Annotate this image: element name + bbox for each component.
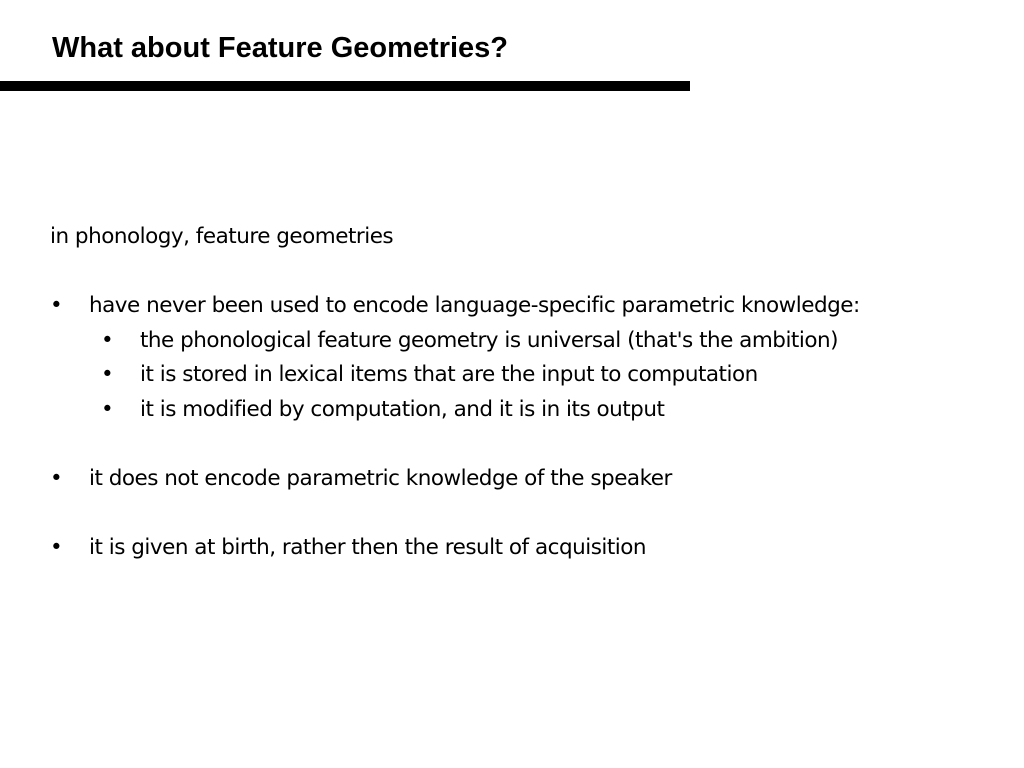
intro-text: in phonology, feature geometries <box>50 224 394 249</box>
bullet-icon: • <box>50 293 63 318</box>
spacer <box>50 427 990 462</box>
bullet-item <box>50 462 990 497</box>
bullet-text: it is given at birth, rather then the result of acquisition <box>89 534 647 560</box>
bullet-icon: • <box>101 396 114 422</box>
title-underline-bar <box>0 81 690 91</box>
spacer <box>50 496 990 531</box>
bullet-item <box>50 531 990 566</box>
bullet-icon: • <box>50 465 63 491</box>
slide-body <box>50 220 990 565</box>
bullet-icon: • <box>50 534 63 560</box>
sub-bullet-item <box>50 324 990 359</box>
bullet-icon: • <box>101 327 114 353</box>
bullet-item <box>50 289 990 324</box>
sub-bullet-text: it is modified by computation, and it is in its output <box>140 396 665 422</box>
slide-title: What about Feature Geometries? <box>52 32 509 64</box>
bullet-icon: • <box>101 362 114 387</box>
sub-bullet-text: the phonological feature geometry is universal (that's the ambition) <box>140 327 838 353</box>
sub-bullet-item <box>50 393 990 428</box>
sub-bullet-item <box>50 358 990 393</box>
bullet-text: it does not encode parametric knowledge of the speaker <box>89 465 672 491</box>
sub-bullet-text: it is stored in lexical items that are the input to computation <box>140 362 758 387</box>
bullet-text: have never been used to encode language-specific parametric knowledge: <box>89 293 860 318</box>
